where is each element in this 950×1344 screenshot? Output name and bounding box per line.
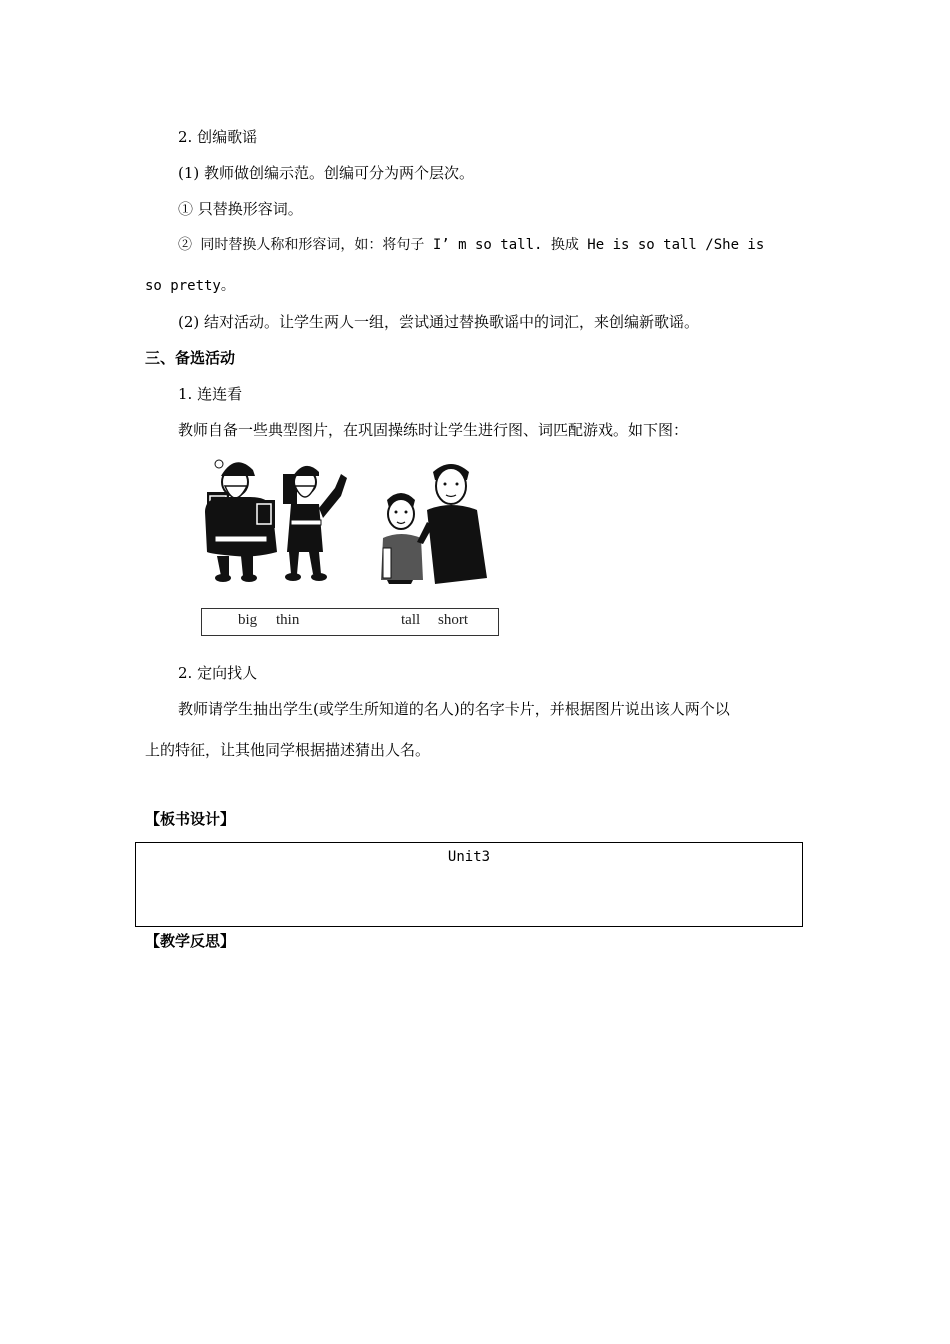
big-santa-illustration [205,460,277,582]
tall-boy-illustration [417,464,487,584]
paragraph-4: (2) 结对活动。让学生两人一组，尝试通过替换歌谣中的词汇，来创编新歌谣。 [178,313,700,331]
section-3-heading: 三、备选活动 [145,349,236,367]
short-boy-illustration [381,493,423,584]
item-1-text: 教师自备一些典型图片，在巩固操练时让学生进行图、词匹配游戏。如下图： [178,421,689,439]
item-1-heading: 1. 连连看 [178,385,243,403]
word-big: big [238,612,258,628]
board-design-box [135,842,803,927]
board-design-heading: 【板书设计】 [145,810,236,828]
word-thin: thin [276,612,300,628]
paragraph-2: ① 只替换形容词。 [178,200,303,218]
paragraph-3-line2: so pretty。 [145,278,235,294]
item-2-line2: 上的特征，让其他同学根据描述猜出人名。 [145,741,431,759]
word-short: short [438,612,468,628]
section-2-heading: 2. 创编歌谣 [178,128,258,146]
word-tall: tall [401,612,421,628]
board-title: Unit3 [447,849,491,865]
item-2-heading: 2. 定向找人 [178,664,258,682]
paragraph-3-line1: ② 同时替换人称和形容词，如：将句子 I’ m so tall. 换成 He is so tall /She is [178,237,765,253]
thin-santa-illustration [283,466,347,581]
paragraph-1: (1) 教师做创编示范。创编可分为两个层次。 [178,164,475,182]
item-2-line1: 教师请学生抽出学生(或学生所知道的名人)的名字卡片，并根据图片说出该人两个以 [178,700,730,718]
reflection-heading: 【教学反思】 [145,932,236,950]
